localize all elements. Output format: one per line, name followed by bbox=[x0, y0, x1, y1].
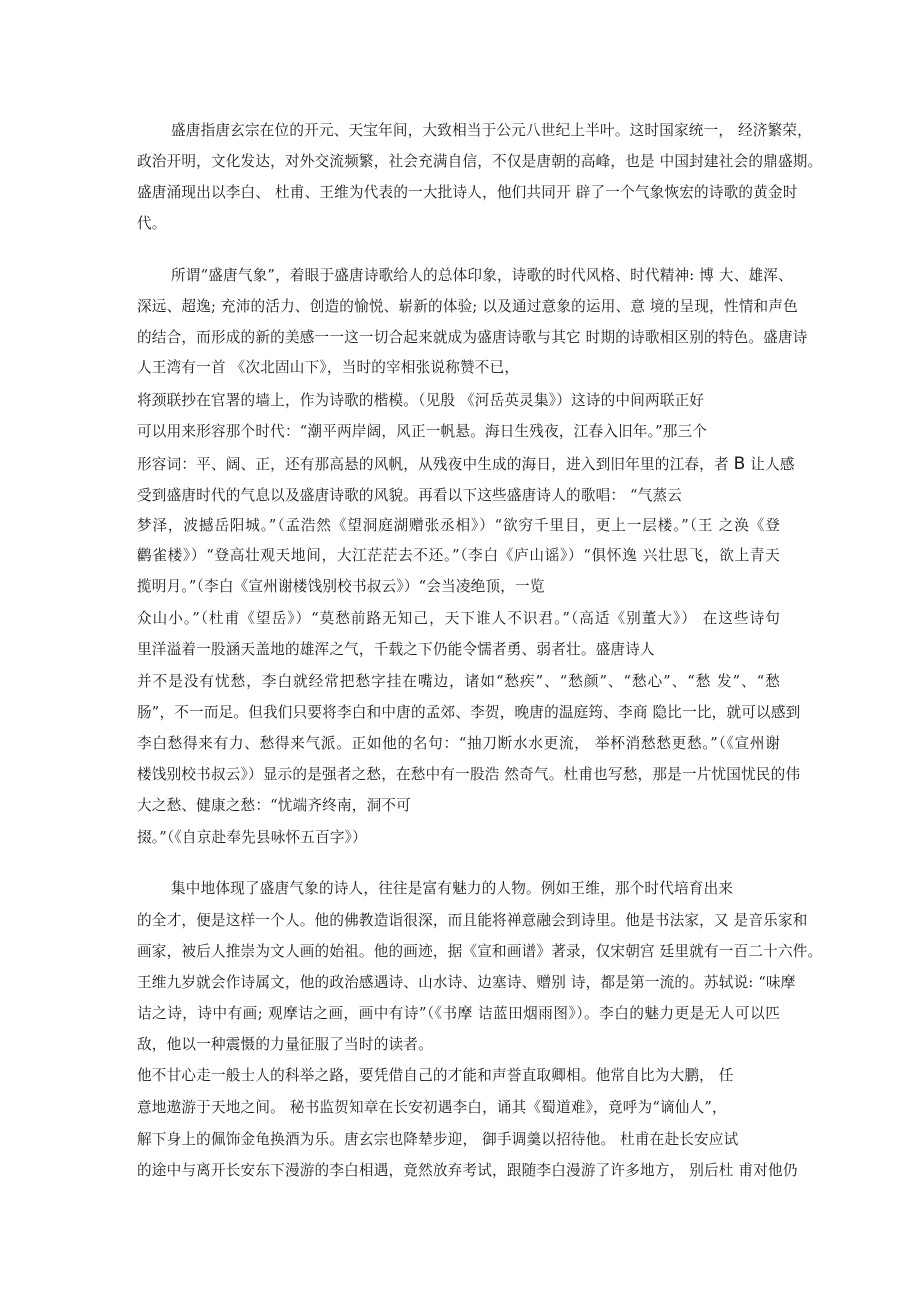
p2-line-13: 里洋溢着一股涵天盖地的雄浑之气，千载之下仍能令懦者勇、弱者壮。盛唐诗人 bbox=[137, 641, 655, 658]
p3-line-3: 画家，被后人推崇为文人画的始祖。他的画迹，据《宣和画谱》著录，仅宋朝宫 廷里就有一百二十六件。 bbox=[137, 943, 823, 960]
stray-letter-b: B bbox=[733, 454, 746, 474]
p3-line-7: 他不甘心走一般士人的科举之路，要凭借自己的才能和声誉直取卿相。他常自比为大鹏， 任 bbox=[137, 1067, 734, 1084]
p2-line-7 bbox=[137, 454, 795, 475]
p2-line-6: 可以用来形容那个时代：“潮平两岸阔，风正一帆悬。海日生残夜，江春入旧年。”那三个 bbox=[137, 423, 708, 440]
p2-line-9: 梦泽，波撼岳阳城。”（孟浩然《望洞庭湖赠张丞相》）“欲穷千里目，更上一层楼。”（王 之涣《登 bbox=[137, 517, 780, 534]
p2-line-4: 人王湾有一首 《次北固山下》，当时的宰相张说称赞不已， bbox=[137, 359, 520, 376]
p3-line-9: 解下身上的佩饰金龟换酒为乐。唐玄宗也降辇步迎， 御手调羹以招待他。 杜甫在赴长安应试 bbox=[137, 1131, 739, 1148]
p3-line-8: 意地遨游于天地之间。 秘书监贺知章在长安初遇李白，诵其《蜀道难》，竟呼为“谪仙人”， bbox=[137, 1099, 727, 1116]
p3-line-10: 的途中与离开长安东下漫游的李白相遇，竟然放弃考试，跟随李白漫游了许多地方， 别后杜 甫对他仍 bbox=[137, 1162, 798, 1179]
p2-line-18: 大之愁、健康之愁：“忧端齐终南，洞不可 bbox=[137, 797, 411, 814]
p2-line-17: 楼饯别校书叔云》）显示的是强者之愁，在愁中有一股浩 然奇气。杜甫也写愁，那是一片忧国忧民的伟 bbox=[137, 766, 801, 783]
p2-line-14: 并不是没有忧愁，李白就经常把愁字挂在嘴边，诸如“愁疾”、“愁颜”、“愁心”、“愁 发”、“愁 bbox=[137, 673, 780, 690]
p3-line-5: 诘之诗，诗中有画; 观摩诘之画，画中有诗”（《书摩 诘蓝田烟雨图》）。李白的魅力更是无人可以匹 bbox=[137, 1005, 780, 1022]
p2-line-5: 将颈联抄在官署的墙上，作为诗歌的楷模。（见殷 《河岳英灵集》）这诗的中间两联正好 bbox=[137, 392, 705, 409]
p1-line-2: 政治开明，文化发达，对外交流频繁，社会充满自信，不仅是唐朝的高峰，也是 中国封建社会的鼎盛期。 bbox=[137, 153, 823, 170]
p2-line-2: 深远、超逸; 充沛的活力、创造的愉悦、崭新的体验; 以及通过意象的运用、意 境的呈现，性情和声色 bbox=[137, 298, 798, 315]
p2-line-8: 受到盛唐时代的气息以及盛唐诗歌的风貌。再看以下这些盛唐诗人的歌唱： “气蒸云 bbox=[137, 487, 683, 504]
p3-line-2: 的全才，便是这样一个人。他的佛教造诣很深，而且能将禅意融会到诗里。他是书法家，又 是音乐家和 bbox=[137, 912, 808, 929]
p2-line-11: 揽明月。”（李白《宣州谢楼饯别校书叔云》）“会当凌绝顶，一览 bbox=[137, 578, 545, 595]
p1-line-3: 盛唐涌现出以李白、 杜甫、王维为代表的一大批诗人，他们共同开 辟了一个气象恢宏的诗歌的黄金时 bbox=[137, 184, 798, 201]
p2-line-10: 鹳雀楼》）“登高壮观天地间，大江茫茫去不还。”（李白《庐山谣》）“俱怀逸 兴壮思飞，欲上青天 bbox=[137, 547, 780, 564]
p2-line-7-after: 让人感 bbox=[745, 456, 795, 473]
p1-line-1: 盛唐指唐玄宗在位的开元、天宝年间，大致相当于公元八世纪上半叶。这时国家统一， 经济繁荣， bbox=[171, 122, 812, 139]
p1-line-4: 代。 bbox=[137, 215, 167, 232]
p2-line-1: 所谓“盛唐气象”，着眼于盛唐诗歌给人的总体印象，诗歌的时代风格、时代精神: 博 大、雄浑、 bbox=[171, 267, 793, 284]
p2-line-15: 肠”，不一而足。但我们只要将李白和中唐的孟郊、李贺，晚唐的温庭筠、李商 隐比一比，就可以感到 bbox=[137, 704, 801, 721]
p2-line-12: 众山小。”（杜甫《望岳》）“莫愁前路无知己，天下谁人不识君。”（高适《别董大》） 在这些诗句 bbox=[137, 610, 780, 627]
p2-line-3: 的结合，而形成的新的美感一一这一切合起来就成为盛唐诗歌与其它 时期的诗歌相区别的特色。盛唐诗 bbox=[137, 329, 808, 346]
p3-line-6: 敌，他以一种震慑的力量征服了当时的读者。 bbox=[137, 1036, 433, 1053]
p2-line-19: 掇。”（《自京赴奉先县咏怀五百字》） bbox=[137, 829, 367, 846]
p3-line-4: 王维九岁就会作诗属文，他的政治感遇诗、山水诗、边塞诗、赠别 诗，都是第一流的。苏轼说: “味摩 bbox=[137, 974, 796, 991]
p2-line-7-before: 形容词：平、阔、正，还有那高悬的风帆，从残夜中生成的海日，进入到旧年里的江春，者 bbox=[137, 456, 734, 473]
p3-line-1: 集中地体现了盛唐气象的诗人，往往是富有魅力的人物。例如王维，那个时代培育出来 bbox=[171, 880, 734, 897]
p2-line-16: 李白愁得来有力、愁得来气派。正如他的名句：“抽刀断水水更流， 举杯消愁愁更愁。”（《宣州谢 bbox=[137, 735, 780, 752]
